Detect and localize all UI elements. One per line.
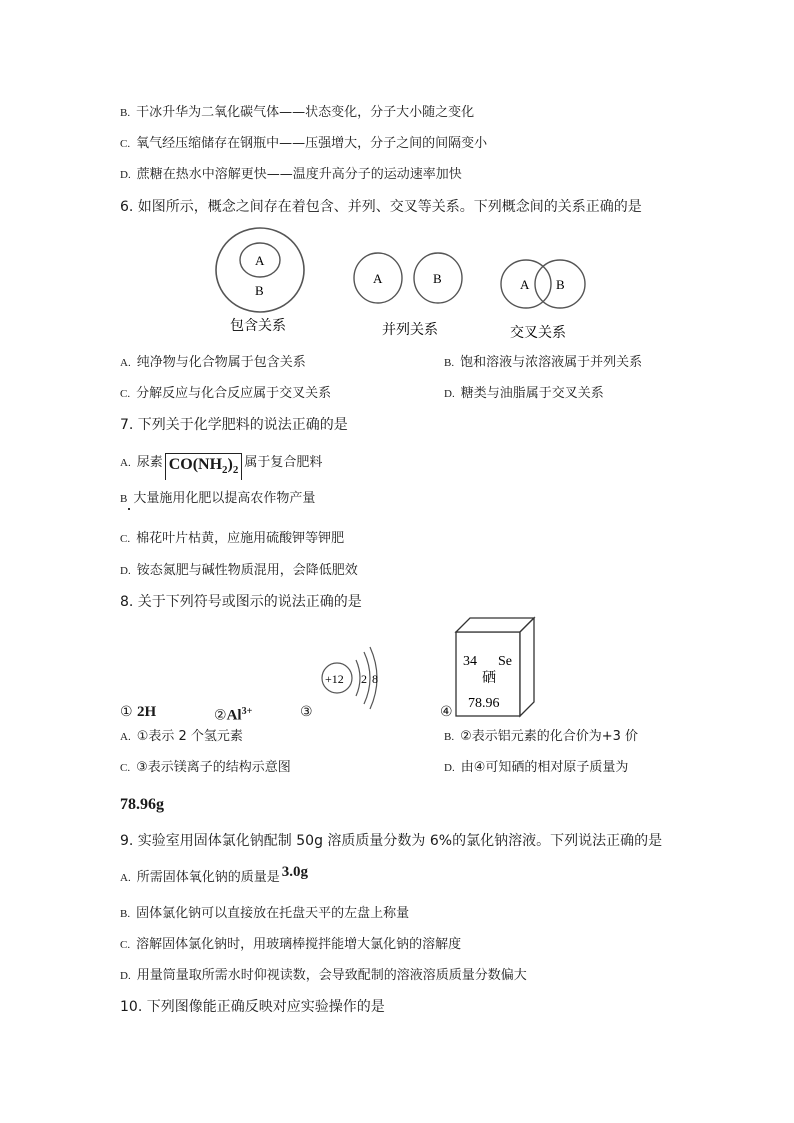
- option-text: ③表示镁离子的结构示意图: [136, 760, 291, 775]
- q5-option-c: [120, 135, 487, 153]
- element-symbol: Se: [498, 654, 512, 669]
- option-label: A.: [120, 357, 131, 369]
- q9-stem: 9. 实验室用固体氯化钠配制 50g 溶质质量分数为 6%的氯化钠溶液。下列说法正确的是: [120, 833, 663, 849]
- caption-include: 包含关系: [230, 319, 286, 334]
- option-text: 固体氯化钠可以直接放在托盘天平的左盘上称量: [136, 906, 410, 921]
- symbol-al-charge: 3+: [241, 706, 253, 717]
- option-text: 棉花叶片枯黄，应施用硫酸钾等钾肥: [136, 531, 345, 546]
- atomic-number: 34: [463, 654, 477, 669]
- element-name: 硒: [482, 671, 496, 686]
- option-label: D.: [444, 388, 455, 400]
- option-text: ②表示铝元素的化合价为+3 价: [460, 729, 639, 744]
- option-text: 铵态氮肥与碱性物质混用，会降低肥效: [136, 563, 358, 578]
- option-text: 氧气经压缩储存在钢瓶中——压强增大，分子之间的间隔变小: [136, 136, 488, 151]
- caption-cross: 交叉关系: [510, 326, 566, 341]
- cross-diagram: [501, 260, 585, 341]
- q8-stem: 8. 关于下列符号或图示的说法正确的是: [120, 594, 362, 610]
- symbol-number: ④: [440, 704, 453, 720]
- q9-option-d: [120, 967, 527, 985]
- option-text-post: 属于复合肥料: [244, 455, 323, 470]
- option-text: 所需固体氧化钠的质量是: [136, 870, 280, 885]
- parallel-circle-a: A: [373, 271, 383, 286]
- q7-option-d: [120, 562, 358, 580]
- sodium-chloride-mass-value: 3.0g: [281, 864, 308, 880]
- symbol-number: ②: [214, 707, 227, 724]
- shell-1-electrons: 2: [361, 672, 367, 686]
- symbol-number: ③: [300, 704, 313, 720]
- option-label: C.: [120, 388, 131, 400]
- q7-option-c: [120, 530, 344, 548]
- shell-2-electrons: 8: [372, 672, 378, 686]
- option-text: 蔗糖在热水中溶解更快——温度升高分子的运动速率加快: [136, 167, 462, 182]
- q8-symbol-2: [214, 703, 252, 725]
- q8-option-d-value: 78.96g: [120, 796, 164, 813]
- symbol-2h: 2H: [137, 704, 157, 720]
- option-text: ①表示 2 个氢元素: [136, 729, 243, 744]
- q6-option-a: [120, 354, 306, 372]
- parallel-diagram: [354, 253, 462, 338]
- q7-stem: 7. 下列关于化学肥料的说法正确的是: [120, 417, 348, 433]
- option-label: A.: [120, 457, 131, 469]
- option-label: C.: [120, 939, 131, 951]
- q8-symbol-1: [120, 703, 156, 721]
- option-text: 溶解固体氯化钠时，用玻璃棒搅拌能增大氯化钠的溶解度: [136, 937, 462, 952]
- q6-stem: 6. 如图所示，概念之间存在着包含、并列、交叉等关系。下列概念间的关系正确的是: [120, 199, 642, 215]
- q9-option-b: [120, 905, 409, 923]
- option-label: A.: [120, 731, 131, 743]
- q8-option-d: [444, 759, 628, 777]
- nucleus-charge: +12: [325, 672, 344, 686]
- q8-option-a: [120, 728, 243, 746]
- caption-parallel: 并列关系: [382, 323, 438, 338]
- q9-option-c: [120, 936, 461, 954]
- q5-option-b: [120, 104, 474, 122]
- option-label: B.: [120, 107, 131, 119]
- option-label: D.: [120, 565, 131, 577]
- option-text: 分解反应与化合反应属于交叉关系: [136, 386, 332, 401]
- option-label: A.: [120, 872, 131, 884]
- option-label: C.: [120, 762, 131, 774]
- q5-option-d: [120, 166, 462, 184]
- magnesium-structure-diagram: [312, 635, 392, 715]
- option-text: 大量施用化肥以提高农作物产量: [133, 491, 316, 506]
- stray-dot: [128, 508, 130, 510]
- include-diagram: [216, 228, 304, 334]
- q6-relationship-figure: [210, 222, 610, 344]
- option-label: D.: [120, 169, 131, 181]
- q8-symbol-4: [440, 703, 453, 721]
- symbol-al: Al: [226, 707, 242, 724]
- option-label: B.: [444, 357, 455, 369]
- q6-option-c: [120, 385, 331, 403]
- option-label: D.: [444, 762, 455, 774]
- q7-option-a: [120, 448, 322, 480]
- q7-option-b: [120, 490, 315, 508]
- q9-option-a: [120, 864, 308, 887]
- option-label: C.: [120, 533, 131, 545]
- q8-option-b: [444, 728, 638, 746]
- option-label: B.: [444, 731, 455, 743]
- q6-option-d: [444, 385, 604, 403]
- option-text: 纯净物与化合物属于包含关系: [136, 355, 306, 370]
- urea-formula: $CO(NH_2)_2$: [165, 453, 243, 480]
- option-label: C.: [120, 138, 131, 150]
- option-text: 饱和溶液与浓溶液属于并列关系: [460, 355, 643, 370]
- option-label: B: [120, 493, 128, 505]
- option-text: 用量筒量取所需水时仰视读数，会导致配制的溶液溶质质量分数偏大: [136, 968, 527, 983]
- option-label: D.: [120, 970, 131, 982]
- option-label: B.: [120, 908, 131, 920]
- option-text: 干冰升华为二氧化碳气体——状态变化，分子大小随之变化: [136, 105, 475, 120]
- q10-stem: 10. 下列图像能正确反映对应实验操作的是: [120, 999, 385, 1015]
- cross-circle-b: B: [556, 277, 565, 292]
- q6-option-b: [444, 354, 642, 372]
- q8-option-c: [120, 759, 291, 777]
- selenium-element-cell: [452, 612, 538, 720]
- parallel-circle-b: B: [433, 271, 442, 286]
- option-text: 由④可知硒的相对原子质量为: [460, 760, 629, 775]
- symbol-number: ①: [120, 704, 133, 720]
- option-text-pre: 尿素: [136, 455, 163, 470]
- atomic-mass: 78.96: [468, 696, 500, 711]
- include-circle-a: A: [255, 253, 265, 268]
- option-text: 糖类与油脂属于交叉关系: [460, 386, 604, 401]
- cross-circle-a: A: [520, 277, 530, 292]
- q8-symbol-3: [300, 703, 313, 721]
- include-circle-b: B: [255, 283, 264, 298]
